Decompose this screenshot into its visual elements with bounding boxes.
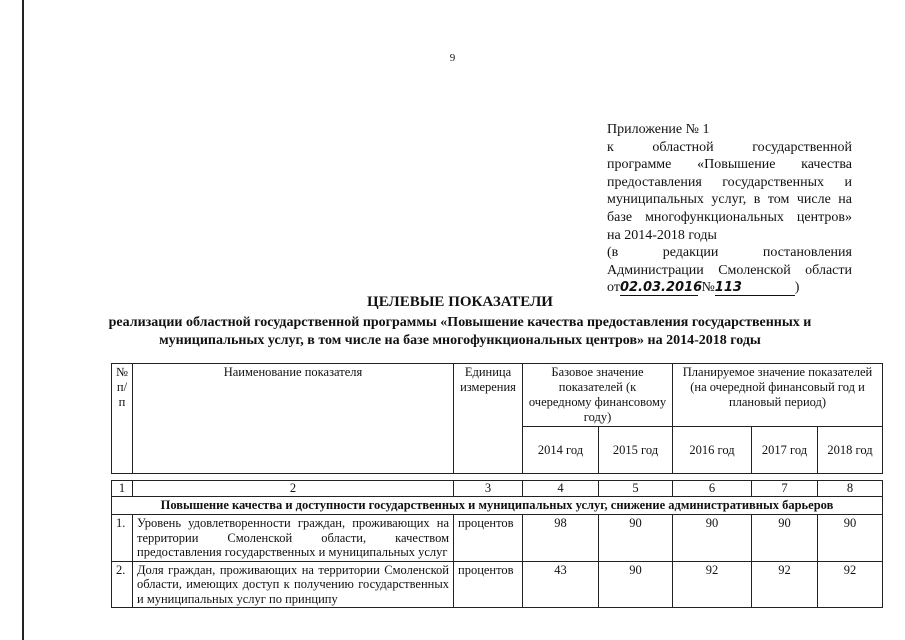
column-number: 8	[818, 481, 883, 497]
row-value: 90	[599, 561, 673, 608]
row-value: 92	[818, 561, 883, 608]
page-number: 9	[449, 52, 456, 64]
header-year: 2016 год	[673, 427, 752, 474]
appendix-title: Приложение № 1	[607, 122, 710, 137]
column-number: 6	[673, 481, 752, 497]
appendix-line: (в редакции постановления	[607, 245, 852, 261]
row-value: 98	[523, 515, 599, 562]
column-number: 2	[133, 481, 454, 497]
row-unit: процентов	[454, 561, 523, 608]
row-value: 90	[818, 515, 883, 562]
appendix-line: предоставления государственных и	[607, 174, 852, 190]
column-number: 1	[112, 481, 133, 497]
row-num: 2.	[112, 561, 133, 608]
closing-paren: )	[794, 280, 800, 296]
header-year: 2014 год	[523, 427, 599, 474]
separator-row	[112, 474, 883, 481]
row-indicator-name: Доля граждан, проживающих на территории Смоленской области, имеющих доступ к получению государственных и муниципальных услуг по принципу	[133, 561, 454, 608]
column-numbers-row	[112, 481, 883, 497]
appendix-line: Администрации Смоленской области	[607, 262, 852, 278]
document-subtitle-line1: реализации областной государственной программы «Повышение качества предоставления государственных и	[108, 315, 812, 330]
section-title: Повышение качества и доступности государственных и муниципальных услуг, снижение административных барьеров	[112, 497, 883, 515]
header-planned-value: Планируемое значение показателей (на очередной финансовый год и плановый период)	[673, 364, 883, 427]
row-value: 90	[599, 515, 673, 562]
section-row	[112, 497, 883, 515]
table-row	[112, 561, 883, 608]
appendix-line: к областной государственной	[607, 139, 852, 155]
header-year: 2018 год	[818, 427, 883, 474]
header-base-value: Базовое значение показателей (к очередному финансовому году)	[523, 364, 673, 427]
row-value: 90	[673, 515, 752, 562]
indicators-table	[111, 363, 883, 608]
header-year: 2015 год	[599, 427, 673, 474]
date-prefix: от	[607, 280, 620, 296]
header-unit: Единица измерения	[454, 364, 523, 474]
appendix-line: базе многофункциональных центров»	[607, 209, 852, 225]
column-number: 4	[523, 481, 599, 497]
table-row	[112, 515, 883, 562]
handwritten-date: 02.03.2016	[619, 280, 703, 296]
handwritten-number: 113	[715, 280, 795, 296]
header-name: Наименование показателя	[133, 364, 454, 474]
row-value: 92	[673, 561, 752, 608]
document-subtitle-line2: муниципальных услуг, в том числе на базе многофункциональных центров» на 2014-2018 годы	[159, 333, 761, 348]
left-margin-line	[22, 0, 24, 640]
column-number: 5	[599, 481, 673, 497]
column-number: 7	[752, 481, 818, 497]
row-indicator-name: Уровень удовлетворенности граждан, проживающих на территории Смоленской области, качеством предоставления государственных и муниципальных услуг	[133, 515, 454, 562]
row-value: 92	[752, 561, 818, 608]
appendix-block	[607, 121, 852, 297]
row-num: 1.	[112, 515, 133, 562]
header-row	[112, 364, 883, 427]
row-unit: процентов	[454, 515, 523, 562]
appendix-line: программе «Повышение качества	[607, 157, 852, 173]
row-value: 90	[752, 515, 818, 562]
number-prefix: №	[701, 280, 715, 296]
column-number: 3	[454, 481, 523, 497]
header-num: № п/п	[112, 364, 133, 474]
header-year: 2017 год	[752, 427, 818, 474]
separator-cell	[112, 474, 883, 481]
row-value: 43	[523, 561, 599, 608]
appendix-line: муниципальных услуг, в том числе на	[607, 192, 852, 208]
document-title: ЦЕЛЕВЫЕ ПОКАЗАТЕЛИ	[367, 294, 553, 310]
appendix-line: на 2014-2018 годы	[607, 227, 717, 243]
